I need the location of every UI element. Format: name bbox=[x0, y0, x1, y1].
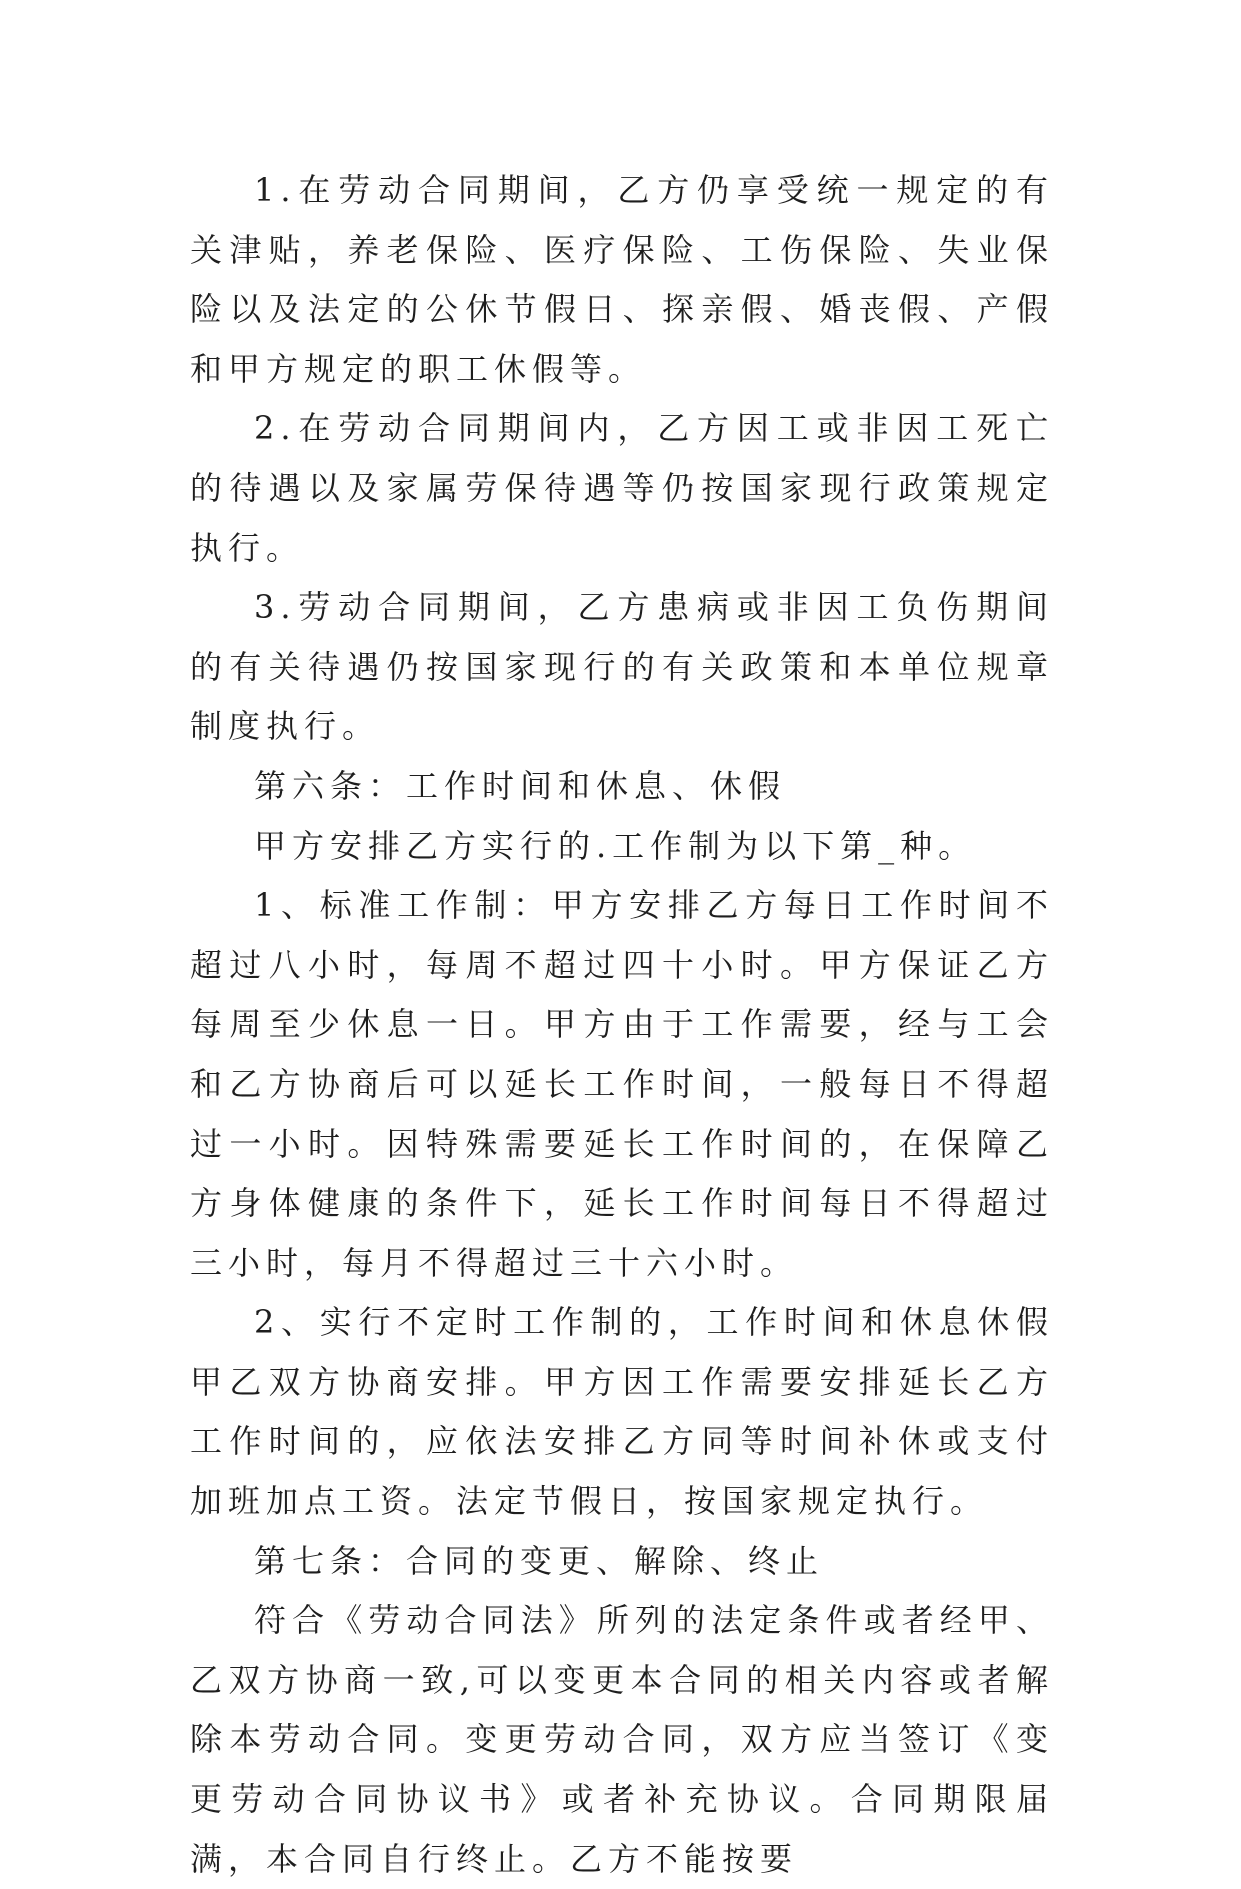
paragraph-death-benefits: 2.在劳动合同期间内，乙方因工或非因工死亡的待遇以及家属劳保待遇等仍按国家现行政策规定执行。 bbox=[190, 409, 1054, 567]
document-body bbox=[190, 161, 1054, 1889]
paragraph-standard-hours: 1、标准工作制：甲方安排乙方每日工作时间不超过八小时，每周不超过四十小时。甲方保证乙方每周至少休息一日。甲方由于工作需要，经与工会和乙方协商后可以延长工作时间，一般每日不得超过一小时。因特殊需要延长工作时间的，在保障乙方身体健康的条件下，延长工作时间每日不得超过三小时，每月不得超过三十六小时。 bbox=[190, 886, 1054, 1282]
paragraph-flexible-hours: 2、实行不定时工作制的，工作时间和休息休假甲乙双方协商安排。甲方因工作需要安排延长乙方工作时间的，应依法安排乙方同等时间补休或支付加班加点工资。法定节假日，按国家规定执行。 bbox=[190, 1303, 1054, 1521]
paragraph-work-system: 甲方安排乙方实行的.工作制为以下第_种。 bbox=[254, 826, 977, 865]
article-six-heading: 第六条：工作时间和休息、休假 bbox=[254, 766, 787, 805]
paragraph-benefits: 1.在劳动合同期间，乙方仍享受统一规定的有关津贴，养老保险、医疗保险、工伤保险、失业保险以及法定的公休节假日、探亲假、婚丧假、产假和甲方规定的职工休假等。 bbox=[190, 171, 1054, 388]
article-seven-heading: 第七条：合同的变更、解除、终止 bbox=[254, 1541, 825, 1580]
paragraph-sick-leave: 3.劳动合同期间，乙方患病或非因工负伤期间的有关待遇仍按国家现行的有关政策和本单位规章制度执行。 bbox=[190, 588, 1054, 746]
paragraph-contract-change: 符合《劳动合同法》所列的法定条件或者经甲、乙双方协商一致,可以变更本合同的相关内容或者解除本劳动合同。变更劳动合同，双方应当签订《变更劳动合同协议书》或者补充协议。合同期限届满，本合同自行终止。乙方不能按要 bbox=[190, 1601, 1054, 1878]
